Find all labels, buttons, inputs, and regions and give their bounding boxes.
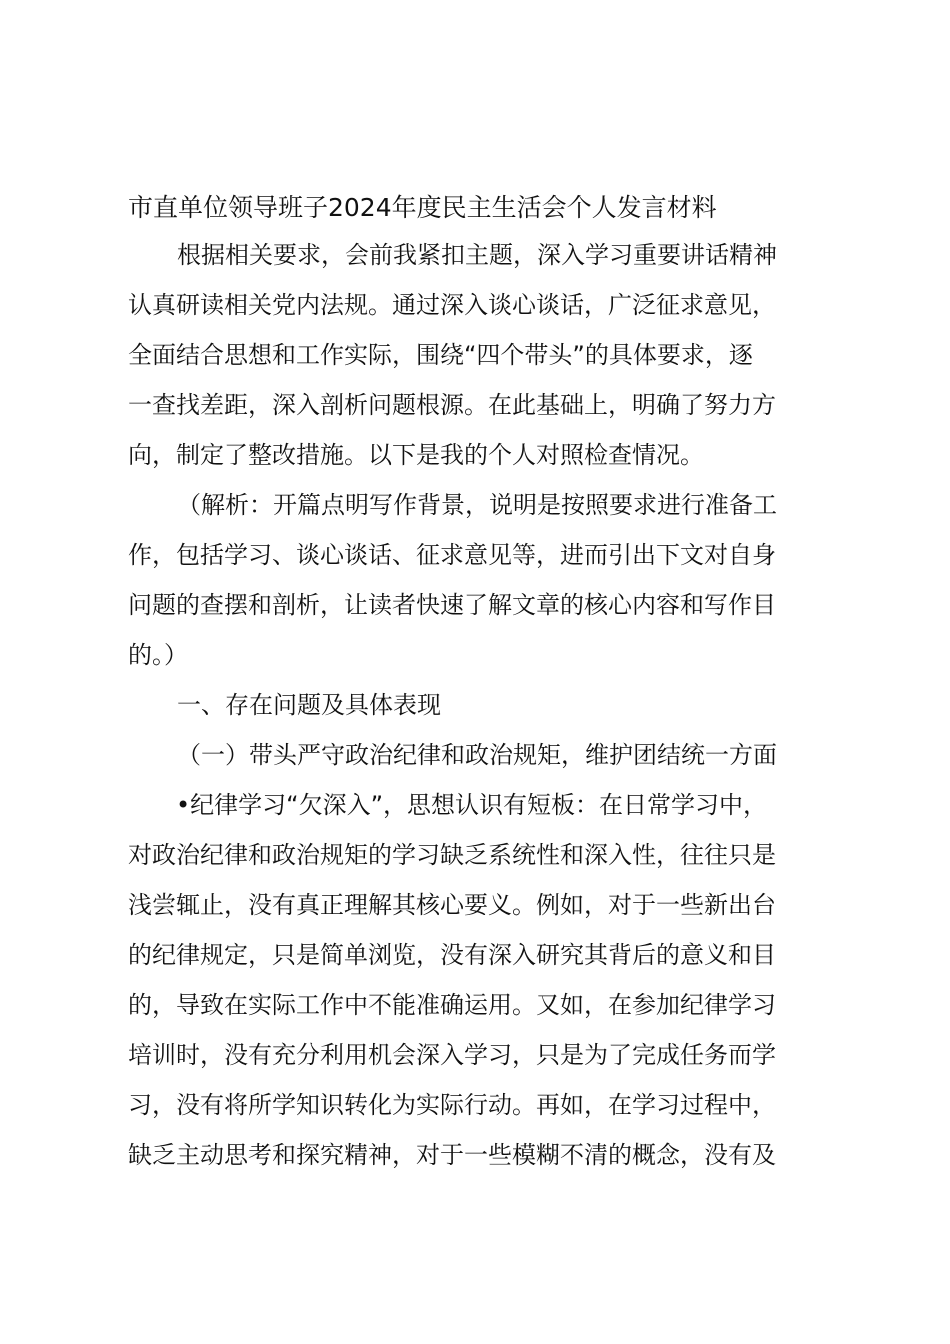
paragraph-line: 一查找差距，深入剖析问题根源。在此基础上，明确了努力方 bbox=[128, 391, 776, 419]
paragraph-line: 的。） bbox=[128, 641, 188, 669]
paragraph-line: 的，导致在实际工作中不能准确运用。又如，在参加纪律学习 bbox=[128, 991, 776, 1019]
subsection-heading: （一）带头严守政治纪律和政治规矩，维护团结统一方面 bbox=[177, 741, 777, 769]
paragraph-line: 向，制定了整改措施。以下是我的个人对照检查情况。 bbox=[128, 441, 704, 469]
paragraph-line: 培训时，没有充分利用机会深入学习，只是为了完成任务而学 bbox=[128, 1041, 776, 1069]
paragraph-line: 缺乏主动思考和探究精神，对于一些模糊不清的概念，没有及 bbox=[128, 1141, 776, 1169]
paragraph-line: （解析：开篇点明写作背景，说明是按照要求进行准备工 bbox=[177, 491, 777, 519]
paragraph-line: 作，包括学习、谈心谈话、征求意见等，进而引出下文对自身 bbox=[128, 541, 776, 569]
paragraph-line: 根据相关要求，会前我紧扣主题，深入学习重要讲话精神 bbox=[177, 241, 777, 269]
paragraph-line: 认真研读相关党内法规。通过深入谈心谈话，广泛征求意见， bbox=[128, 291, 776, 319]
paragraph-line: 对政治纪律和政治规矩的学习缺乏系统性和深入性，往往只是 bbox=[128, 841, 776, 869]
paragraph-line: 浅尝辄止，没有真正理解其核心要义。例如，对于一些新出台 bbox=[128, 891, 776, 919]
section-heading: 一、存在问题及具体表现 bbox=[177, 691, 441, 719]
paragraph-line: 全面结合思想和工作实际，围绕“四个带头”的具体要求，逐 bbox=[128, 341, 753, 369]
document-title: 市直单位领导班子2024年度民主生活会个人发言材料 bbox=[128, 193, 717, 222]
paragraph-line: 的纪律规定，只是简单浏览，没有深入研究其背后的意义和目 bbox=[128, 941, 776, 969]
paragraph-line: 习，没有将所学知识转化为实际行动。再如，在学习过程中， bbox=[128, 1091, 776, 1119]
paragraph-line: 问题的查摆和剖析，让读者快速了解文章的核心内容和写作目 bbox=[128, 591, 776, 619]
bullet-line: •纪律学习“欠深入”，思想认识有短板：在日常学习中， bbox=[176, 791, 768, 819]
